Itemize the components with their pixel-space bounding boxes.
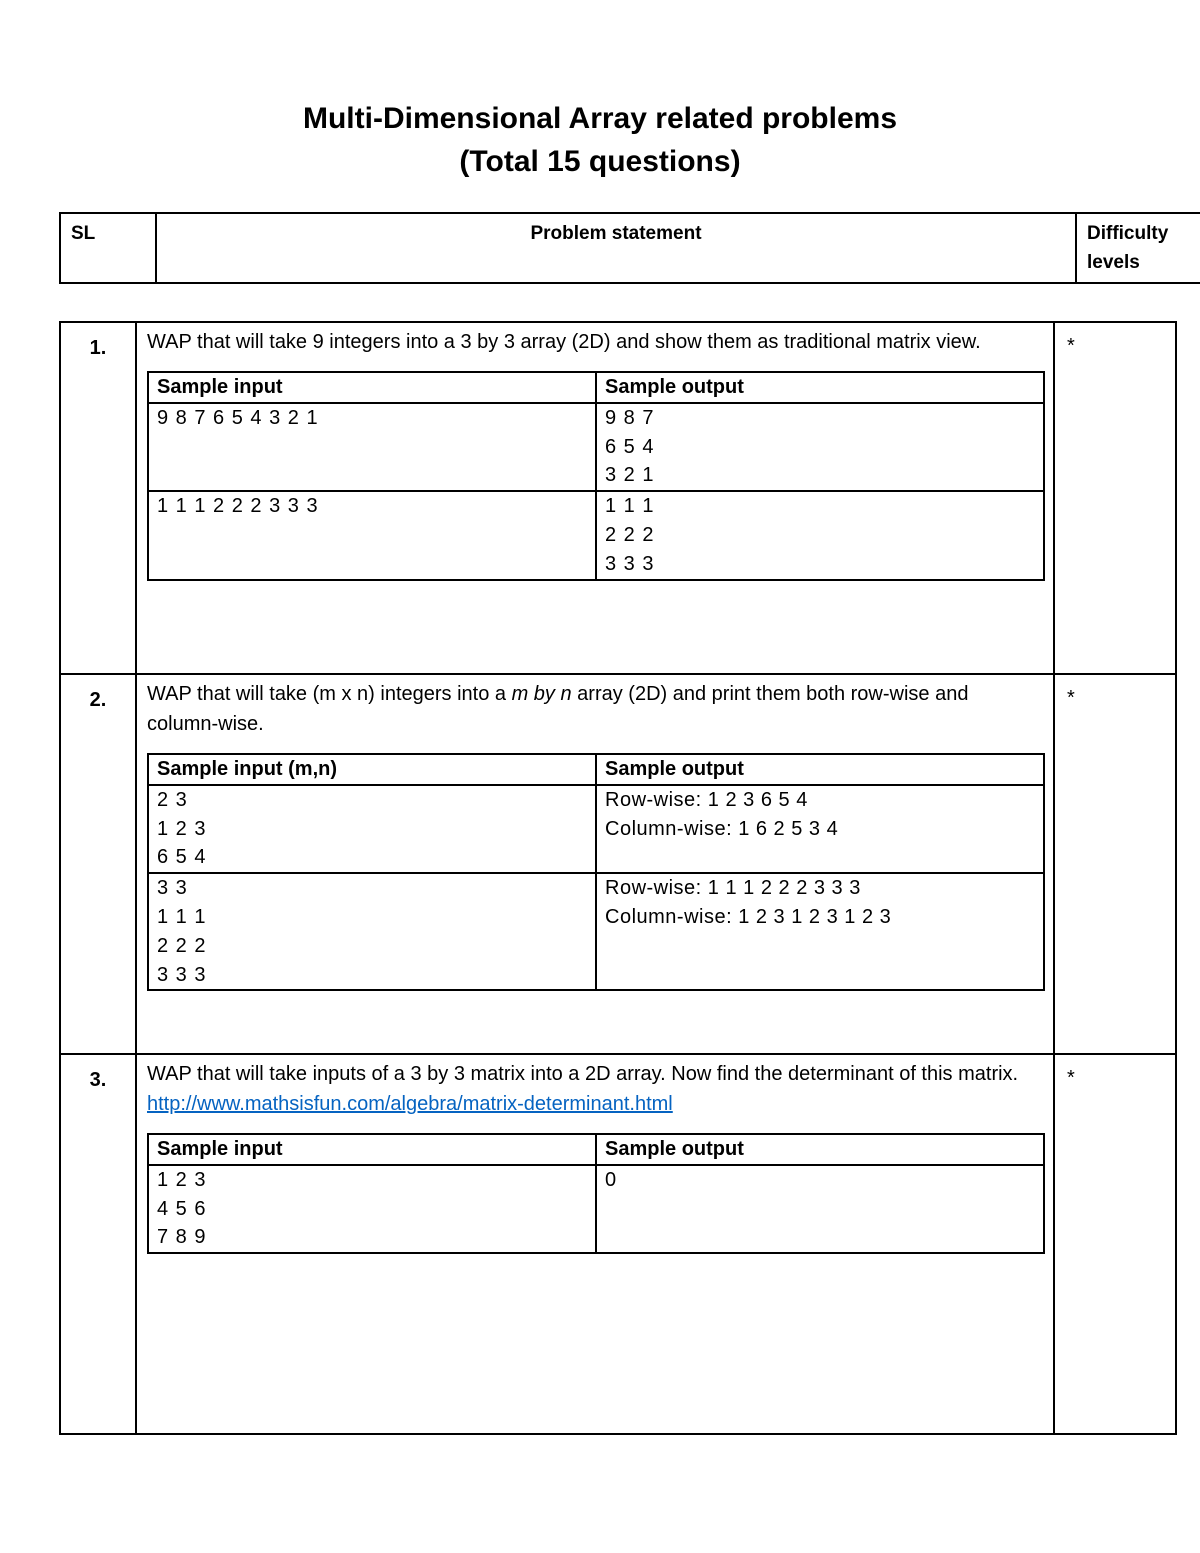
sample-output: 9 8 7 6 5 4 3 2 1: [596, 403, 1044, 491]
problem-statement: WAP that will take (m x n) integers into a m by n array (2D) and print them both row-wise and column-wise.: [147, 683, 969, 735]
sample-output: 1 1 1 2 2 2 3 3 3: [596, 491, 1044, 579]
sample-input-header: Sample input: [148, 372, 596, 403]
page-title: Multi-Dimensional Array related problems: [302, 102, 898, 135]
problem-row: [60, 322, 1176, 674]
sample-table: [147, 1133, 1045, 1254]
sample-output: Row-wise: 1 1 1 2 2 2 3 3 3 Column-wise: 1 2 3 1 2 3 1 2 3: [596, 873, 1044, 990]
header-table: [59, 212, 1200, 284]
determinant-link[interactable]: http://www.mathsisfun.com/algebra/matrix-determinant.html: [147, 1093, 673, 1115]
problem-sl: 1.: [60, 322, 136, 674]
header-difficulty-line2: levels: [1087, 252, 1140, 273]
sample-input-header: Sample input: [148, 1134, 596, 1165]
header-difficulty: [1076, 213, 1200, 283]
problem-statement: WAP that will take inputs of a 3 by 3 matrix into a 2D array. Now find the determinant of this matrix. http://www.mathsisfun.com/algebra/matrix-determinant.html: [147, 1063, 1019, 1115]
header-sl: SL: [60, 213, 156, 283]
problem-difficulty: *: [1054, 1054, 1176, 1434]
sample-output: 0: [596, 1165, 1044, 1253]
sample-input: 2 3 1 2 3 6 5 4: [148, 785, 596, 873]
sample-input-header: Sample input (m,n): [148, 754, 596, 785]
sample-output: Row-wise: 1 2 3 6 5 4 Column-wise: 1 6 2 5 3 4: [596, 785, 1044, 873]
sample-input: 3 3 1 1 1 2 2 2 3 3 3: [148, 873, 596, 990]
problem-difficulty: *: [1054, 322, 1176, 674]
problem-statement-cell: [136, 322, 1054, 674]
problems-table: [59, 321, 1177, 1435]
problem-statement-cell: [136, 1054, 1054, 1434]
sample-output-header: Sample output: [596, 754, 1044, 785]
sample-table: [147, 753, 1045, 991]
sample-output-header: Sample output: [596, 372, 1044, 403]
sample-input: 9 8 7 6 5 4 3 2 1: [148, 403, 596, 491]
sample-input: 1 2 3 4 5 6 7 8 9: [148, 1165, 596, 1253]
sample-input: 1 1 1 2 2 2 3 3 3: [148, 491, 596, 579]
problem-difficulty: *: [1054, 674, 1176, 1054]
header-problem-statement: Problem statement: [156, 213, 1076, 283]
problem-statement-cell: [136, 674, 1054, 1054]
problem-sl: 2.: [60, 674, 136, 1054]
sample-table: [147, 371, 1045, 581]
problem-sl: 3.: [60, 1054, 136, 1434]
sample-output-header: Sample output: [596, 1134, 1044, 1165]
problem-statement: WAP that will take 9 integers into a 3 by 3 array (2D) and show them as traditional matrix view.: [147, 331, 981, 353]
page-subtitle: (Total 15 questions): [459, 145, 741, 178]
problem-row: [60, 1054, 1176, 1434]
header-difficulty-line1: Difficulty: [1087, 223, 1169, 244]
problem-row: [60, 674, 1176, 1054]
